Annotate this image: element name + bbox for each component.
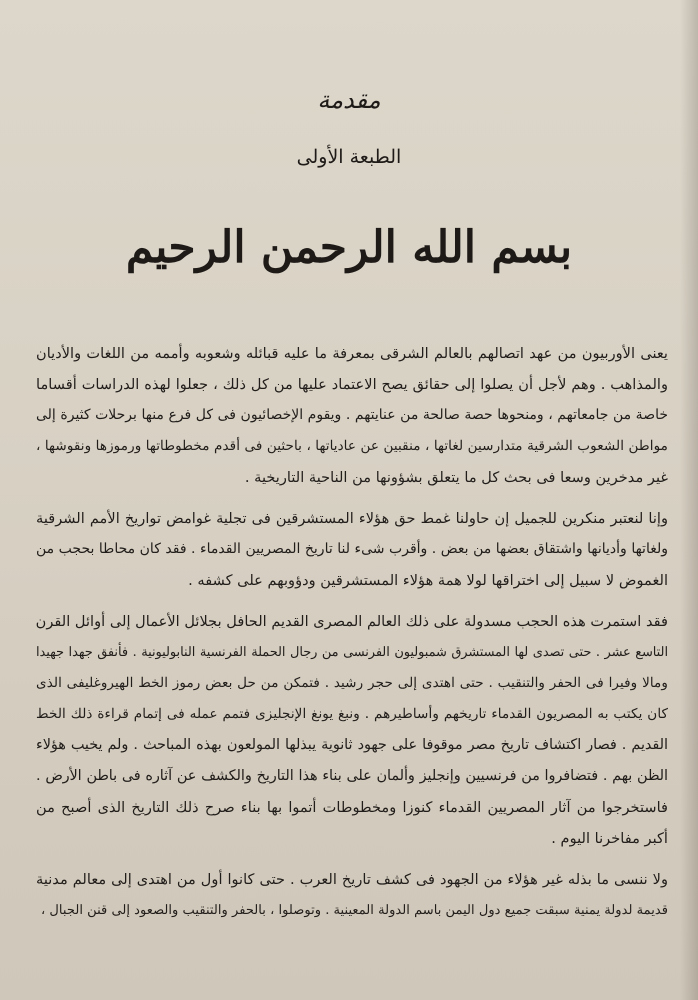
text-line: ومالا وفيرا فى الحفر والتنقيب . حتى اهتدى إلى حجر رشيد . فتمكن من حل بعض رموز الخط الهيروغليفى الذى — [36, 675, 668, 691]
text-line: والمذاهب . وهم لأجل أن يصلوا إلى حقائق يصح الاعتماد عليها من كل ذلك ، جعلوا لهذه الدراسات أقساما — [36, 376, 668, 393]
text-line: خاصة من جامعاتهم ، ومنحوها حصة صالحة من عنايتهم . ويقوم الإخصائيون فى كل فرع منها برحلات كثيرة إلى — [36, 407, 668, 423]
text-line: ولغاتها وأديانها واشتقاق بعضها من بعض . وأقرب شىء لنا تاريخ المصريين القدماء . فقد كان محاطا بحجب من — [36, 541, 668, 557]
text-line: مواطن الشعوب الشرقية متدارسين لغاتها ، منقبين عن عادياتها ، باحثين فى أقدم مخطوطاتها ورموزها ونقوشها ، — [36, 438, 668, 454]
paragraph — [36, 338, 668, 493]
text-line: فقد استمرت هذه الحجب مسدولة على ذلك العالم المصرى القديم الحافل بجلائل الأعمال إلى أوائل القرن — [36, 613, 668, 630]
text-line: القديم . فصار اكتشاف تاريخ مصر موقوفا على جهود ثانوية يبذلها المولعون بهذه المباحث . ولم يخيب هؤلاء — [36, 737, 668, 753]
text-line: الظن بهم . فتضافروا من فرنسيين وإنجليز وألمان على بناء هذا التاريخ والكشف عن آثاره فى باطن الأرض . — [36, 768, 668, 784]
edition-subtitle: الطبعة الأولى — [296, 146, 402, 168]
basmala-calligraphy: بسم الله الرحمن الرحيم — [125, 222, 573, 273]
text-line: يعنى الأوربيون من عهد اتصالهم بالعالم الشرقى بمعرفة ما عليه قبائله وشعوبه وأممه من اللغات والأديان — [36, 345, 668, 362]
text-line: أكبر مفاخرنا اليوم . — [551, 830, 668, 847]
section-title: مقدمة — [317, 86, 381, 114]
body-text — [36, 338, 668, 936]
paragraph — [36, 606, 668, 854]
text-line: فاستخرجوا من آثار المصريين القدماء كنوزا ومخطوطات أتموا بها بناء صرح ذلك التاريخ الذى أصبح من — [36, 799, 668, 816]
text-line: كان يكتب به المصريون القدماء تاريخهم وأساطيرهم . ونبغ يونغ الإنجليزى فتمم عمله فى إتمام قراءة ذلك الخط — [36, 706, 668, 722]
text-line: الغموض لا سبيل إلى اختراقها لولا همة هؤلاء المستشرقين ودؤوبهم على كشفه . — [188, 572, 668, 589]
text-line: وإنا لنعتبر منكرين للجميل إن حاولنا غمط حق هؤلاء المستشرقين فى تجلية غوامض تواريخ الأمم الشرقية — [36, 510, 668, 527]
text-line: ولا ننسى ما بذله غير هؤلاء من الجهود فى كشف تاريخ العرب . حتى كانوا أول من اهتدى إلى معالم مدنية — [36, 871, 668, 888]
text-line: التاسع عشر . حتى تصدى لها المستشرق شمبوليون الفرنسى من رجال الحملة الفرنسية النابوليونية . فأنفق جهدا جهيدا — [36, 645, 668, 660]
paragraph — [36, 864, 668, 926]
text-line: غير مدخرين وسعا فى بحث كل ما يتعلق بشؤونها من الناحية التاريخية . — [244, 469, 668, 486]
text-line: قديمة لدولة يمنية سبقت جميع دول اليمن باسم الدولة المعينية . وتوصلوا ، بالحفر والتنقيب والصعود إلى قنن الجبال ، — [41, 903, 668, 918]
paragraph — [36, 503, 668, 596]
